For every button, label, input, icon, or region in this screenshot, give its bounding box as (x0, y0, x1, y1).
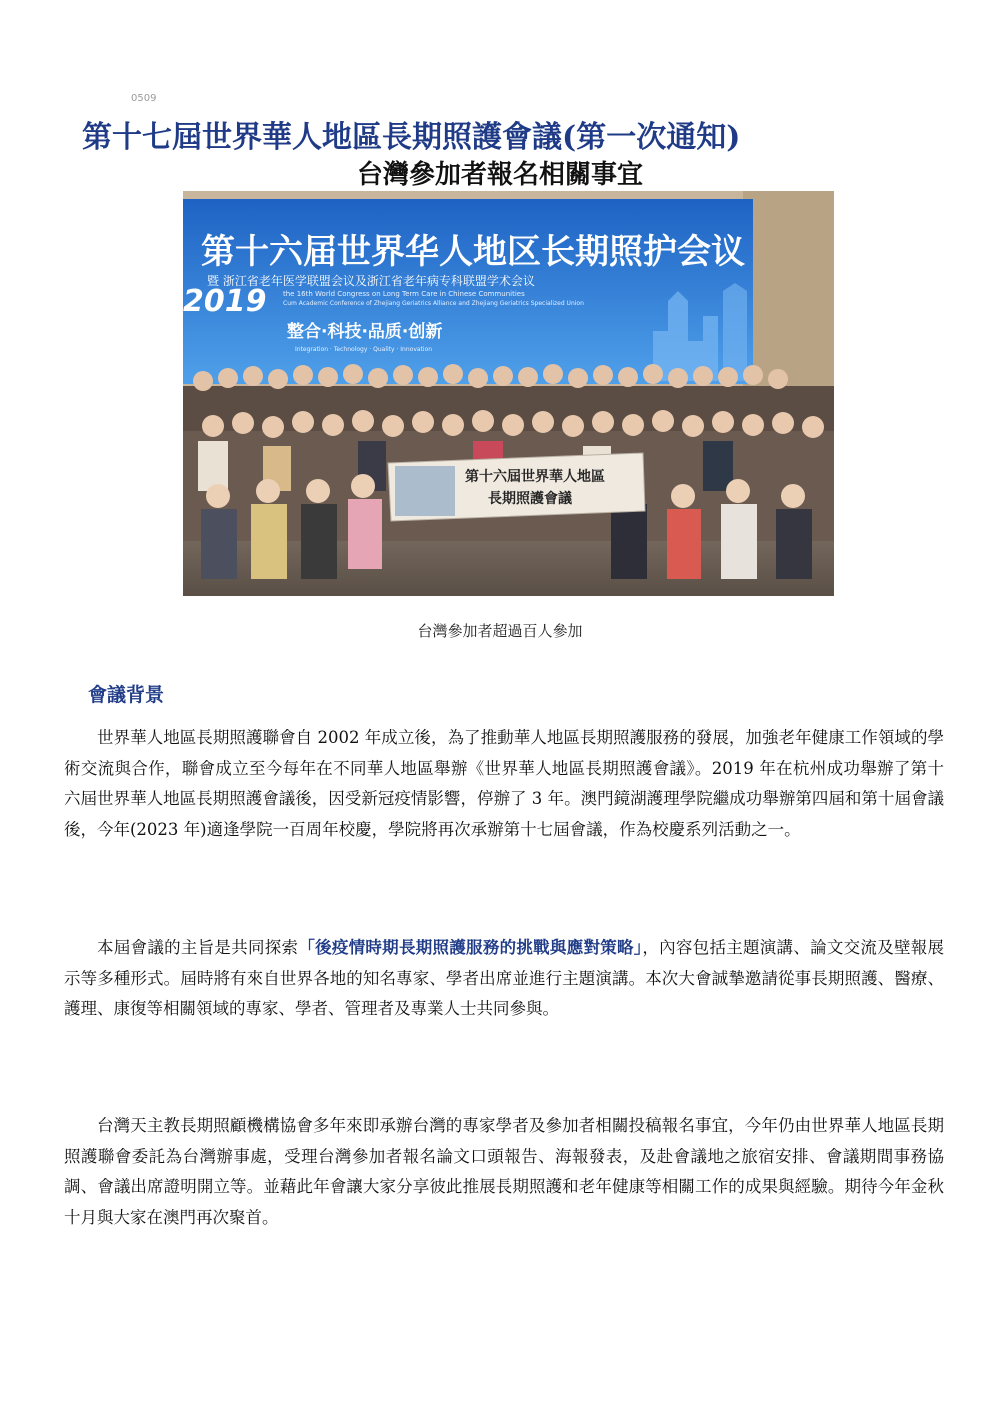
paragraph-3: 台灣天主教長期照顧機構協會多年來即承辦台灣的專家學者及參加者相關投稿報名事宜，今年仍由世界華人地區長期照護聯會委託為台灣辦事處，受理台灣參加者報名論文口頭報告、海報發表，及赴會議地之旅宿安排、會議期間事務協調、會議出席證明開立等。並藉此年會讓大家分享彼此推展長期照護和老年健康等相關工作的成果與經驗。期待今年金秋十月與大家在澳門再次聚首。 (64, 1116, 944, 1227)
page-code: 0509 (131, 93, 157, 104)
paragraph-1: 世界華人地區長期照護聯會自 2002 年成立後，為了推動華人地區長期照護服務的發展，加強老年健康工作領域的學術交流與合作，聯會成立至今每年在不同華人地區舉辦《世界華人地區長期照護會議》。2019 年在杭州成功舉辦了第十六屆世界華人地區長期照護會議後，因受新冠疫情影響，停辦了 3 年。澳門鏡湖護理學院繼成功舉辦第四屆和第十屆會議後，今年(2023 年)適逢學院一百周年校慶，學院將再次承辦第十七屆會議，作為校慶系列活動之一。 (64, 728, 944, 839)
cloth-banner (388, 453, 645, 521)
banner-english: the 16th World Congress on Long Term Care in Chinese Communities (283, 290, 525, 298)
banner-english-2: Cum Academic Conference of Zhejiang Geriatrics Alliance and Zhejiang Geriatrics Specialized Union (283, 300, 584, 307)
document-title: 第十七屆世界華人地區長期照護會議(第一次通知) (82, 120, 741, 155)
banner-slogan: 整合·科技·品质·创新 (287, 322, 443, 342)
banner-line1: 第十六届世界华人地区长期照护会议 (201, 232, 745, 272)
photo-caption: 台灣參加者超過百人參加 (417, 622, 583, 640)
group-photo (183, 191, 834, 596)
paragraph-2-intro: 本屆會議的主旨是共同探索 (97, 938, 299, 957)
cloth-banner-line2: 長期照護會議 (488, 491, 572, 507)
conference-theme: 「後疫情時期長期照護服務的挑戰與應對策略」 (298, 938, 643, 957)
banner-slogan-en: Integration · Technology · Quality · Innovation (295, 346, 433, 353)
cloth-banner-line1: 第十六屆世界華人地區 (465, 469, 605, 485)
banner-line2: 暨 浙江省老年医学联盟会议及浙江省老年病专科联盟学术会议 (207, 274, 535, 288)
group-photo-illustration (183, 191, 834, 596)
paragraph-2-rest: ，內容包括主題演講、論文交流及壁報展示等多種形式。屆時將有來自世界各地的知名專家、學者出席並進行主題演講。本次大會誠摯邀請從事長期照護、醫療、護理、康復等相關領域的專家、學者、管理者及專業人士共同參與。 (64, 938, 945, 1018)
paragraph-2 (64, 933, 944, 1025)
document-subtitle: 台灣參加者報名相關事宜 (356, 160, 643, 190)
banner-year: 2019 (183, 284, 267, 319)
section-heading-background: 會議背景 (88, 684, 165, 706)
